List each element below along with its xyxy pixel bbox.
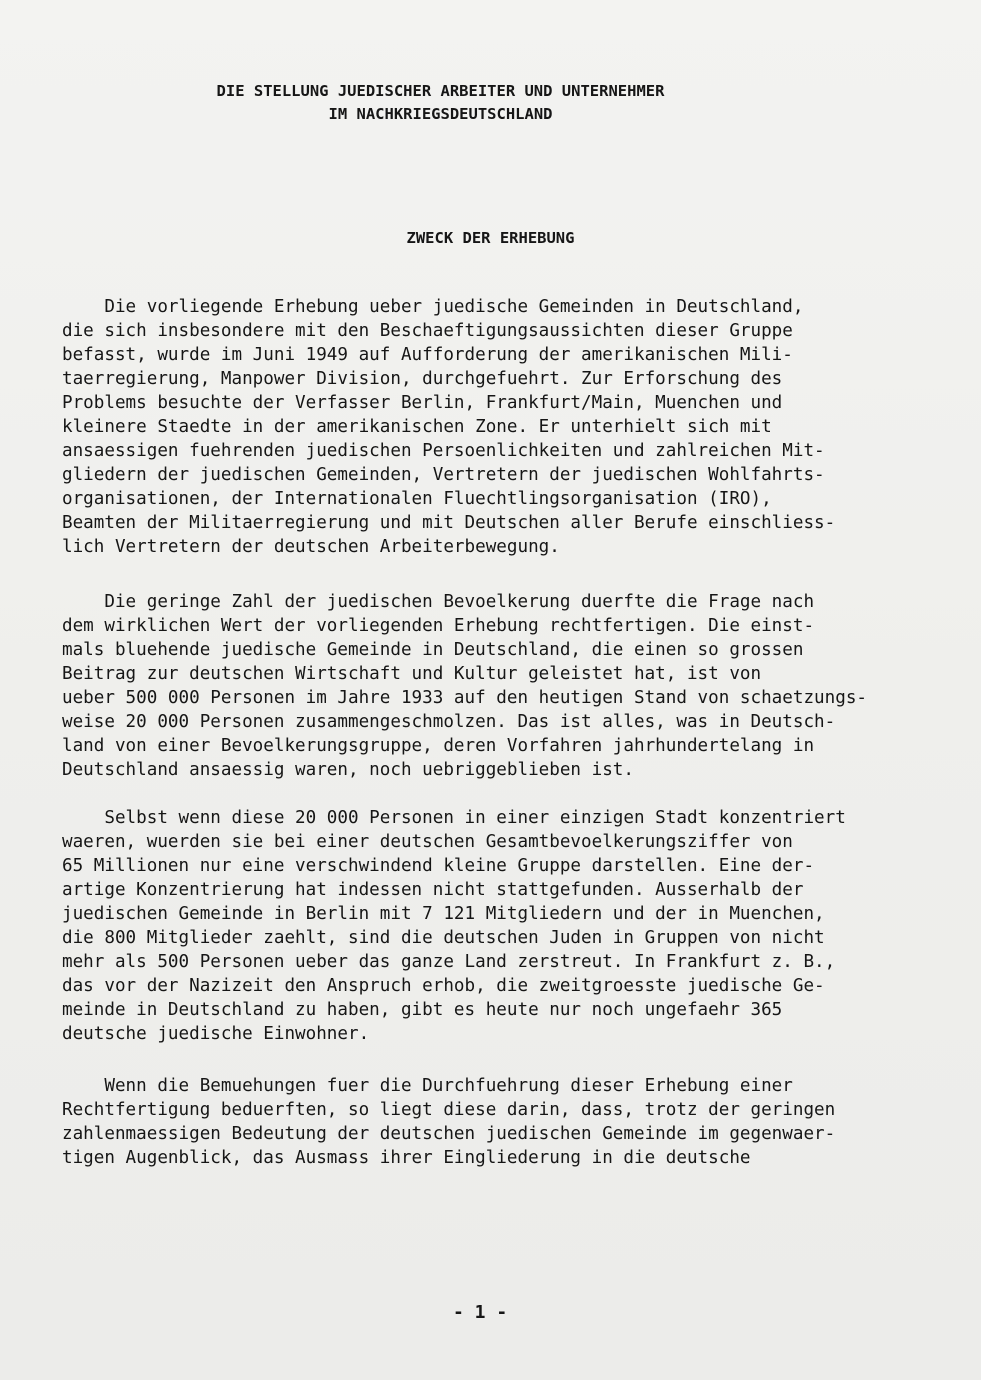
- text-line: waeren, wuerden sie bei einer deutschen Gesamtbevoelkerungsziffer von: [62, 832, 793, 852]
- text-line: meinde in Deutschland zu haben, gibt es heute nur noch ungefaehr 365: [62, 1000, 783, 1020]
- paragraph-3: [62, 806, 952, 1046]
- text-line: 65 Millionen nur eine verschwindend kleine Gruppe darstellen. Eine der-: [62, 856, 815, 876]
- text-line: taerregierung, Manpower Division, durchgefuehrt. Zur Erforschung des: [62, 369, 783, 389]
- text-line: Die geringe Zahl der juedischen Bevoelkerung duerfte die Frage nach: [62, 592, 815, 612]
- text-line: das vor der Nazizeit den Anspruch erhob, die zweitgroesste juedische Ge-: [62, 976, 825, 996]
- text-line: Die vorliegende Erhebung ueber juedische Gemeinden in Deutschland,: [62, 297, 804, 317]
- text-line: kleinere Staedte in der amerikanischen Zone. Er unterhielt sich mit: [62, 417, 772, 437]
- text-line: gliedern der juedischen Gemeinden, Vertretern der juedischen Wohlfahrts-: [62, 465, 825, 485]
- text-line: Beamten der Militaerregierung und mit Deutschen aller Berufe einschliess-: [62, 513, 836, 533]
- text-line: ansaessigen fuehrenden juedischen Persoenlichkeiten und zahlreichen Mit-: [62, 441, 825, 461]
- text-line: dem wirklichen Wert der vorliegenden Erhebung rechtfertigen. Die einst-: [62, 616, 815, 636]
- text-line: artige Konzentrierung hat indessen nicht stattgefunden. Ausserhalb der: [62, 880, 804, 900]
- text-line: die 800 Mitglieder zaehlt, sind die deutschen Juden in Gruppen von nicht: [62, 928, 825, 948]
- text-line: tigen Augenblick, das Ausmass ihrer Eingliederung in die deutsche: [62, 1148, 751, 1168]
- text-line: deutsche juedische Einwohner.: [62, 1024, 370, 1044]
- text-line: Problems besuchte der Verfasser Berlin, Frankfurt/Main, Muenchen und: [62, 393, 783, 413]
- text-line: mals bluehende juedische Gemeinde in Deutschland, die einen so grossen: [62, 640, 804, 660]
- text-line: Selbst wenn diese 20 000 Personen in einer einzigen Stadt konzentriert: [62, 808, 846, 828]
- text-line: zahlenmaessigen Bedeutung der deutschen juedischen Gemeinde im gegenwaer-: [62, 1124, 836, 1144]
- text-line: Wenn die Bemuehungen fuer die Durchfuehrung dieser Erhebung einer: [62, 1076, 793, 1096]
- text-line: Beitrag zur deutschen Wirtschaft und Kultur geleistet hat, ist von: [62, 664, 762, 684]
- text-line: land von einer Bevoelkerungsgruppe, deren Vorfahren jahrhundertelang in: [62, 736, 815, 756]
- document-title-line-2: IM NACHKRIEGSDEUTSCHLAND: [328, 105, 553, 123]
- text-line: die sich insbesondere mit den Beschaeftigungsaussichten dieser Gruppe: [62, 321, 793, 341]
- text-line: organisationen, der Internationalen Fluechtlingsorganisation (IRO),: [62, 489, 772, 509]
- text-line: weise 20 000 Personen zusammengeschmolzen. Das ist alles, was in Deutsch-: [62, 712, 836, 732]
- text-line: Rechtfertigung beduerften, so liegt diese darin, dass, trotz der geringen: [62, 1100, 836, 1120]
- document-title-line-1: DIE STELLUNG JUEDISCHER ARBEITER UND UNTERNEHMER: [216, 82, 665, 100]
- paragraph-1: [62, 295, 952, 559]
- text-line: lich Vertretern der deutschen Arbeiterbewegung.: [62, 537, 560, 557]
- text-line: juedischen Gemeinde in Berlin mit 7 121 Mitgliedern und der in Muenchen,: [62, 904, 825, 924]
- page-number: - 1 -: [453, 1302, 508, 1323]
- text-line: befasst, wurde im Juni 1949 auf Aufforderung der amerikanischen Mili-: [62, 345, 793, 365]
- paragraph-2: [62, 590, 952, 782]
- text-line: mehr als 500 Personen ueber das ganze Land zerstreut. In Frankfurt z. B.,: [62, 952, 836, 972]
- paragraph-4: [62, 1074, 952, 1170]
- section-heading: ZWECK DER ERHEBUNG: [406, 229, 575, 247]
- text-line: ueber 500 000 Personen im Jahre 1933 auf den heutigen Stand von schaetzungs-: [62, 688, 868, 708]
- text-line: Deutschland ansaessig waren, noch uebriggeblieben ist.: [62, 760, 634, 780]
